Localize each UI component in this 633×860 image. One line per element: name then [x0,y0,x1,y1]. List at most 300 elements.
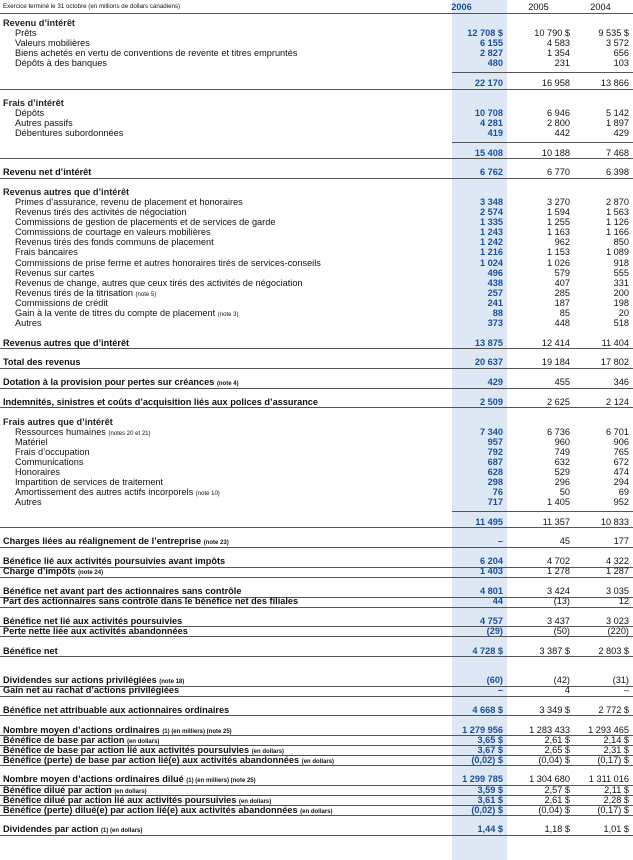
row-label-text: Charge d’impôts [3,566,76,577]
row-rule [0,89,633,90]
value-2005: 579 [554,267,570,278]
row-note: (en dollars) [114,788,147,795]
value-2004: 518 [613,317,629,328]
row-label [15,58,107,68]
value-2004: 1 311 016 [588,774,629,785]
value-2006: 419 [487,127,503,138]
value-2004: 2 124 [606,396,629,407]
line-item-row [0,48,633,58]
line-item-row [0,207,633,217]
value-2005: 2,57 $ [544,784,570,795]
line-item-row [0,258,633,268]
row-label [3,187,129,197]
line-item-row [0,38,633,48]
value-2005: 455 [554,377,570,387]
total-row [0,338,633,348]
row-label-text: Impartition de services de traitement [15,476,164,487]
value-2006: 3,59 $ [477,784,503,795]
row-label [15,28,36,38]
value-2005: (42) [553,675,570,685]
value-2004: 429 [613,127,629,138]
value-2006: 298 [487,476,503,487]
value-2004: 17 802 [600,357,629,368]
value-2005: 231 [554,58,570,69]
row-label-text: Nombre moyen d’actions ordinaires dilué [3,774,184,785]
value-2004: 1,01 $ [603,824,629,835]
value-2006: 438 [487,277,503,288]
value-2005: 962 [554,237,570,248]
value-2005: 285 [554,287,570,298]
row-label [15,118,73,128]
row-label-text: Dotation à la provision pour pertes sur créances [3,377,215,387]
value-2005: 3 424 [547,586,570,596]
value-2005: 632 [554,456,570,467]
value-2004: 1 089 [606,247,629,258]
subtotal-rule [452,72,633,73]
row-label-text: Débentures subordonnées [15,127,124,138]
value-2004: 2,28 $ [603,794,629,805]
value-2005: 3 387 $ [539,645,570,656]
row-label-text: Dépôts [15,107,45,118]
value-2005: 1 255 [547,217,570,228]
row-label-text: Gain à la vente de titres du compte de placement [15,307,216,318]
total-row [0,536,633,546]
header-label: Exercice terminé le 31 octobre (en millions de dollars canadiens) [3,3,181,10]
value-2006: 429 [487,377,503,387]
row-rule [0,158,633,159]
row-label [15,108,44,118]
year-2006-header: 2006 [451,2,472,12]
value-2006: 2 509 [480,396,503,407]
value-2004: 1 166 [606,227,629,238]
row-label-text: Frais bancaires [15,247,78,258]
line-item-row [0,58,633,68]
value-2004: 850 [613,237,629,248]
line-item-row [0,268,633,278]
row-label-text: Nombre moyen d’actions ordinaires [3,724,160,735]
row-rule [0,547,633,548]
total-row [0,357,633,367]
row-label-text: Commissions de crédit [15,297,108,308]
row-label [15,237,214,247]
row-label-text: Primes d’assurance, revenu de placement et honoraires [15,197,243,208]
total-row [0,167,633,177]
value-2005: 1 594 [547,207,570,218]
row-label [3,646,58,656]
value-2005: 2,61 $ [544,794,570,805]
row-label [3,596,298,606]
row-label-text: Autres [15,317,42,328]
row-label-text: Revenus autres que d’intérêt [3,337,130,348]
line-item-row [0,197,633,207]
line-item-row [0,128,633,138]
value-2006: 687 [487,456,503,467]
value-2006: (29) [486,625,503,636]
total-row [0,795,633,805]
value-2005: 1 163 [547,227,570,238]
value-2004: 555 [613,267,629,278]
value-2005: 6 946 [547,107,570,118]
row-rule [0,527,633,528]
total-row [0,725,633,735]
value-2005: 4 583 [547,38,570,49]
line-item-row [0,108,633,118]
section-heading [0,98,633,108]
line-item-row [0,457,633,467]
line-item-row [0,497,633,507]
row-label [3,685,179,695]
row-label [15,477,163,487]
value-2006: 1 299 785 [462,774,503,785]
row-label [3,417,113,427]
subtotal-row [0,148,633,158]
total-row [0,824,633,834]
value-2005: 960 [554,436,570,447]
value-2005: (0,04) $ [538,754,570,765]
row-note: (note 5) [135,291,157,298]
line-item-row [0,118,633,128]
value-2004: 6 701 [606,426,629,437]
total-row [0,596,633,606]
value-2004: 1 287 [606,566,629,577]
value-2005: 85 [559,307,570,318]
row-rule [0,815,633,816]
row-label-text: Frais d’intérêt [3,97,64,108]
value-2006: 88 [492,307,503,318]
total-row [0,566,633,576]
row-label-text: Commissions de gestion de placements et de services de garde [15,217,276,228]
line-item-row [0,427,633,437]
value-2005: 1 026 [547,257,570,268]
row-label-text: Commissions de courtage en valeurs mobilières [15,227,211,238]
row-label [15,318,42,328]
value-2006: (0,02) $ [471,804,503,815]
value-2006: 3,61 $ [477,794,503,805]
value-2006: 1 403 [480,566,503,577]
row-label [15,298,108,308]
row-rule [0,835,633,836]
row-rule [0,178,633,179]
value-2005: 6 736 [547,426,570,437]
row-label-text: Revenus tirés de la titrisation [15,287,133,298]
value-2006: 3 348 [480,197,503,208]
value-2005: 448 [554,317,570,328]
row-label-text: Bénéfice net [3,645,58,656]
value-2005: 2 800 [547,117,570,128]
value-2005: 45 [559,536,570,547]
value-2006: – [497,685,503,696]
total-row [0,685,633,695]
row-label-text: Charges liées au réalignement de l’entreprise [3,536,202,547]
row-label-text: Biens achetés en vertu de conventions de revente et titres empruntés [15,48,298,59]
value-2004: 12 [618,596,629,606]
value-2004: 1 897 [606,117,629,128]
value-2005: (50) [553,625,570,636]
row-note: (1) (en dollars) [101,828,143,835]
value-2004: (0,17) $ [597,804,629,815]
value-2006: 241 [487,297,503,308]
value-2004: (0,17) $ [597,754,629,765]
row-note: (en dollars) [301,758,335,765]
value-2004: 918 [613,257,629,268]
value-2004: 5 142 [606,107,629,118]
total-row [0,556,633,566]
row-rule [0,636,633,637]
value-2006: 480 [487,58,503,69]
total-row [0,377,633,387]
value-2004: 4 322 [606,556,629,567]
row-note: (1) (en milliers) (note 25) [186,778,256,785]
row-rule [0,696,633,697]
value-2004: 2 772 $ [598,704,629,715]
row-label-text: Frais autres que d’intérêt [3,416,113,427]
line-item-row [0,247,633,257]
value-2005: 11 357 [542,516,570,527]
value-2006: 11 495 [475,516,503,527]
value-2004: 906 [613,436,629,447]
value-2006: (60) [486,675,503,685]
value-2005: 10 188 [541,147,570,158]
value-2004: 198 [613,297,629,308]
value-2004: 2,11 $ [604,784,629,795]
row-label-text: Dividendes sur actions privilégiées [3,675,157,685]
line-item-row [0,477,633,487]
value-2004: 3 035 [606,586,629,596]
total-row [0,705,633,715]
value-2005: 4 [564,685,570,696]
total-row [0,755,633,765]
row-label-text: Total des revenus [3,357,81,368]
row-note: (note 3) [217,311,239,318]
row-note: (note 24) [78,570,104,577]
row-rule [0,407,633,408]
subtotal-row [0,78,633,88]
value-2006: 3,67 $ [477,744,503,755]
row-label [3,626,188,636]
line-item-row [0,278,633,288]
value-2004: 3 023 [606,615,629,626]
row-rule [0,607,633,608]
row-label-text: Part des actionnaires sans contrôle dans le bénéfice net des filiales [3,596,299,606]
value-2005: 3 270 [547,197,570,208]
row-note: (en dollars) [300,808,333,815]
line-item-row [0,467,633,477]
row-note: (en dollars) [251,748,285,755]
value-2006: 1,44 $ [477,824,503,835]
row-label [3,586,241,596]
row-label-text: Valeurs mobilières [15,38,90,49]
total-row [0,626,633,636]
value-2006: 76 [492,486,503,497]
value-2004: 103 [613,58,629,69]
value-2005: 1 304 680 [529,774,570,785]
value-2005: 2,65 $ [544,744,570,755]
value-2004: 765 [613,446,629,457]
row-label-text: Bénéfice (perte) dilué(e) par action lié(e) aux activités abandonnées [3,804,298,815]
row-label [15,247,78,257]
row-label-text: Bénéfice dilué par action [3,784,112,795]
value-2004: 11 404 [601,337,629,348]
value-2005: 407 [554,277,570,288]
value-2005: 3 437 [547,615,570,626]
row-label-text: Indemnités, sinistres et coûts d’acquisition liés aux polices d’assurance [3,396,319,407]
total-row [0,774,633,784]
value-2005: 4 702 [547,556,570,567]
row-rule [0,348,633,349]
value-2006: 15 408 [474,147,503,158]
value-2005: 19 184 [541,357,570,368]
value-2006: 4 668 $ [472,704,503,715]
value-2006: (0,02) $ [471,754,503,765]
row-label-text: Bénéfice net attribuable aux actionnaires ordinaires [3,704,230,715]
row-label-text: Amortissement des autres actifs incorporels [15,486,194,497]
row-label [15,467,60,477]
value-2005: 529 [554,466,570,477]
total-row [0,397,633,407]
row-label-text: Revenus de change, autres que ceux tirés des activités de négociation [15,277,303,288]
value-2004: 1 126 [606,217,629,228]
value-2005: 1 405 [547,496,570,507]
row-label [3,98,64,108]
value-2006: 4 281 [480,117,503,128]
row-label-text: Matériel [15,436,48,447]
value-2005: 2 625 [547,396,570,407]
value-2004: 2,31 $ [603,744,629,755]
row-label-text: Commissions de prise ferme et autres honoraires tirés de services-conseils [15,257,321,268]
line-item-row [0,28,633,38]
value-2004: 331 [613,277,629,288]
value-2005: 16 958 [541,78,570,88]
row-label-text: Dépôts à des banques [15,58,107,69]
row-rule [0,577,633,578]
row-label-text: Bénéfice dilué par action lié aux activités poursuivies [3,794,237,805]
row-rule [0,656,633,657]
value-2005: 10 790 $ [534,28,570,39]
value-2005: (0,04) $ [538,804,570,815]
value-2006: 1 024 [480,257,503,268]
row-label [3,705,229,715]
row-label [15,217,275,227]
value-2004: 2 870 [606,197,629,208]
value-2006: 1 335 [480,217,503,228]
line-item-row [0,298,633,308]
row-label [3,357,80,367]
value-2005: 6 770 [547,167,570,178]
row-label-text: Bénéfice de base par action [3,734,125,745]
value-2005: 1 278 [547,566,570,577]
value-2004: 2 803 $ [598,645,629,656]
row-label-text: Revenu d’intérêt [3,18,75,28]
section-heading [0,187,633,197]
value-2004: (220) [607,625,629,636]
value-2006: 22 170 [474,78,503,88]
value-2006: 717 [487,496,503,507]
row-label [15,128,123,138]
total-row [0,805,633,815]
value-2004: 9 535 $ [598,28,629,39]
year-2004-header: 2004 [590,2,611,12]
line-item-row [0,487,633,497]
value-2004: 6 398 [606,167,629,178]
total-row [0,616,633,626]
section-heading [0,417,633,427]
row-label-text: Communications [15,456,84,467]
row-label [15,258,321,268]
value-2005: 50 [559,486,570,497]
total-row [0,735,633,745]
row-label-text: Ressources humaines [15,426,106,437]
year-2005-header: 2005 [528,2,549,12]
subtotal-rule [452,142,633,143]
row-label-text: Revenus tirés des activités de négociation [15,207,187,218]
row-label [3,397,318,407]
row-label [3,556,225,566]
row-label-text: Autres passifs [15,117,73,128]
row-rule [0,715,633,716]
row-note: (note 23) [203,540,229,547]
row-rule [0,765,633,766]
value-2004: 177 [613,536,629,547]
value-2004: 346 [613,377,629,387]
row-label [15,227,211,237]
row-label-text: Bénéfice de base par action lié aux activités poursuivies [3,744,250,755]
value-2006: 6 762 [480,167,503,178]
value-2006: 4 801 [480,586,503,596]
value-2004: 69 [618,486,629,497]
row-label-text: Revenus autres que d’intérêt [3,187,130,198]
value-2006: 1 279 956 [462,724,503,735]
row-label-text: Bénéfice lié aux activités poursuivies avant impôts [3,556,226,567]
value-2006: 10 708 [474,107,503,118]
value-2005: 1 354 [547,48,570,59]
row-label [3,338,129,348]
total-row [0,646,633,656]
row-rule [0,368,633,369]
row-label-text: Bénéfice net avant part des actionnaires sans contrôle [3,586,242,596]
row-label [3,167,91,177]
value-2005: 442 [554,127,570,138]
value-2006: – [497,536,503,547]
row-label [15,48,297,58]
row-note: (note 4) [216,381,239,387]
subtotal-rule [452,511,633,512]
value-2006: 257 [487,287,503,298]
row-label-text: Revenu net d’intérêt [3,167,92,178]
line-item-row [0,288,633,298]
row-label [15,197,243,207]
row-label [15,38,90,48]
value-2006: 792 [487,446,503,457]
value-2004: 20 [618,307,629,318]
row-note: (note 10) [195,490,220,497]
value-2005: 1,18 $ [544,824,570,835]
value-2004: 656 [613,48,629,59]
section-heading [0,18,633,28]
value-2004: 474 [613,466,629,477]
row-label-text: Prêts [15,28,37,39]
value-2006: 2 827 [480,48,503,59]
total-row [0,586,633,596]
value-2006: 6 204 [480,556,503,567]
row-label [15,278,303,288]
value-2005: 3 349 $ [539,704,570,715]
value-2006: 6 155 [480,38,503,49]
value-2004: 672 [613,456,629,467]
value-2006: 4 757 [480,615,503,626]
value-2006: 44 [492,596,503,606]
row-label [15,268,94,278]
row-label-text: Bénéfice (perte) de base par action lié(e) aux activités abandonnées [3,754,300,765]
